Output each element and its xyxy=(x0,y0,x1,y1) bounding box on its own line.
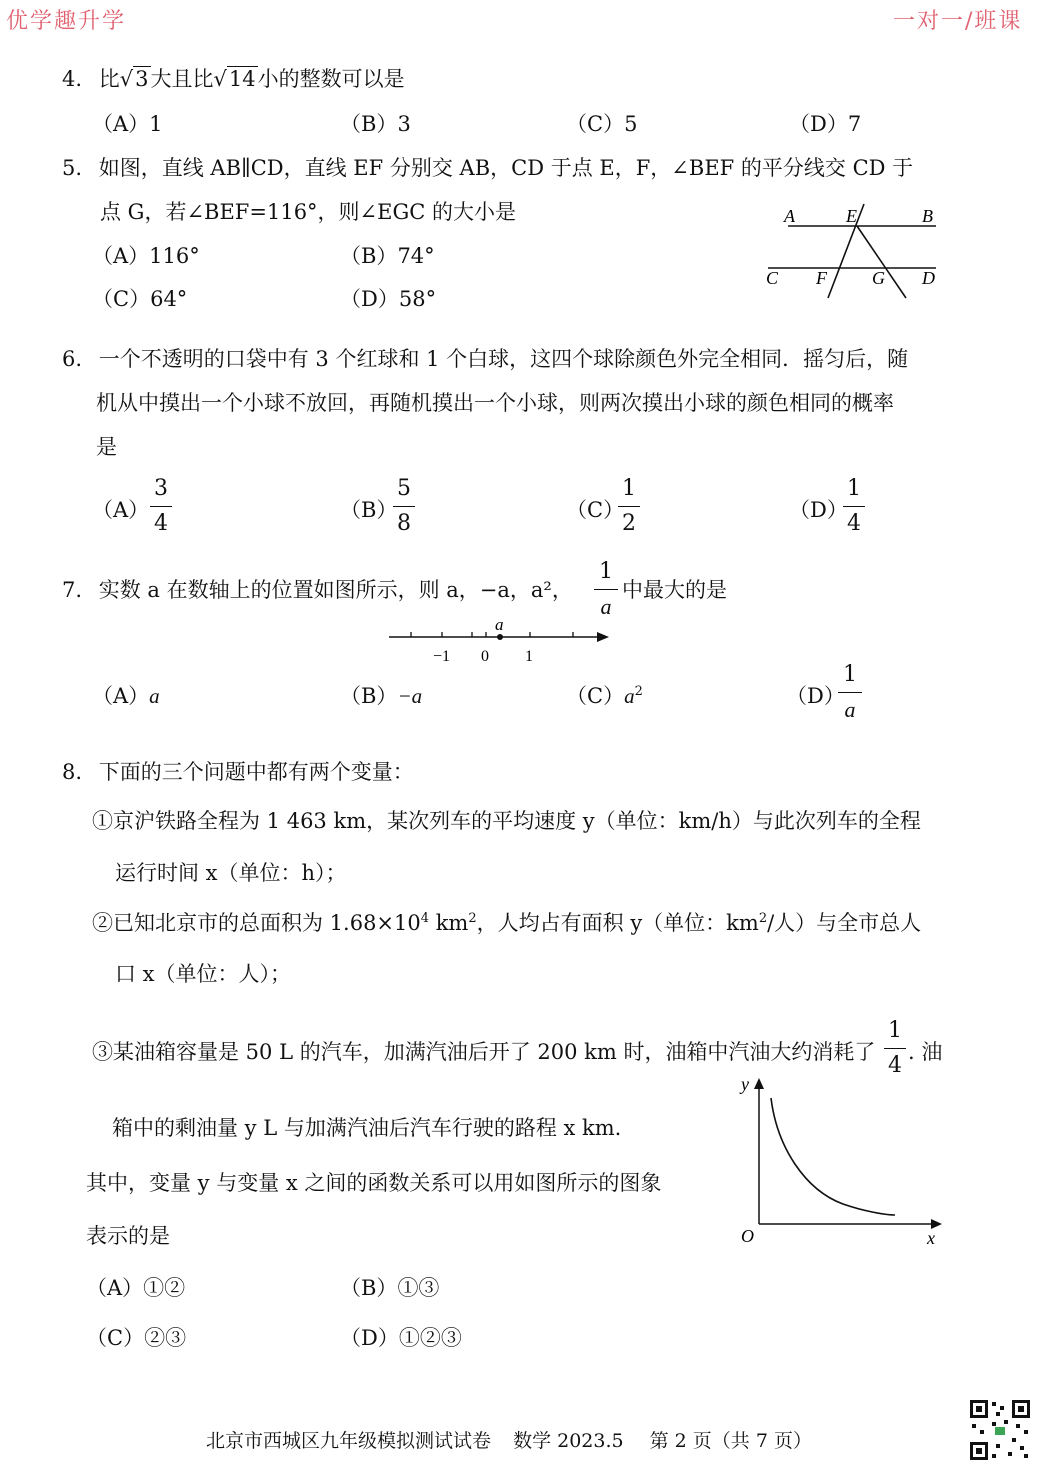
item-3-line-2: 箱中的剩油量 y L 与加满汽油后汽车行驶的路程 x km. xyxy=(112,1116,622,1140)
q6-option-b-fraction: 5 8 xyxy=(393,474,415,539)
q6-option-c-label: （C） xyxy=(566,498,625,522)
stem-text: 小的整数可以是 xyxy=(257,67,405,91)
label-a: A xyxy=(784,206,795,226)
label-g: G xyxy=(872,268,885,288)
item-1-line-1: ①京沪铁路全程为 1 463 km，某次列车的平均速度 y（单位：km/h）与此次列车的全程 xyxy=(92,809,921,833)
stem-text: 实数 a 在数轴上的位置如图所示，则 a，−a，a²， xyxy=(98,578,573,602)
sqrt-3: √3 xyxy=(119,67,149,91)
q5-option-d: （D）58° xyxy=(340,287,437,311)
tick-0-label: 0 xyxy=(481,648,489,665)
tick-1-label: 1 xyxy=(525,648,533,665)
stem-line-3: 是 xyxy=(96,435,117,459)
item-2-line-2: 口 x（单位：人）； xyxy=(115,962,292,986)
qr-code-icon xyxy=(968,1398,1032,1462)
question-6 xyxy=(62,343,908,373)
label-d: D xyxy=(922,268,935,288)
stem-line-2: 点 G，若∠BEF=116°，则∠EGC 的大小是 xyxy=(100,200,517,224)
question-number: 8. xyxy=(62,760,83,784)
q5-option-c: （C）64° xyxy=(92,287,188,311)
stem-text-post: 中最大的是 xyxy=(622,578,727,602)
q6-option-c-fraction: 1 2 xyxy=(618,474,640,539)
label-c: C xyxy=(766,268,779,288)
hyperbola-curve xyxy=(771,1098,895,1215)
q4-option-d: （D）7 xyxy=(789,112,862,136)
conclusion-line-2: 表示的是 xyxy=(86,1224,170,1248)
q7-option-c: $(C)a^2$ xyxy=(566,684,643,708)
stem-line-2: 机从中摸出一个小球不放回，再随机摸出一个小球，则两次摸出小球的颜色相同的概率 xyxy=(96,391,894,415)
point-a xyxy=(497,634,503,640)
conclusion-line-1: 其中，变量 y 与变量 x 之间的函数关系可以用如图所示的图象 xyxy=(86,1171,662,1195)
q4-option-c: （C）5 xyxy=(566,112,638,136)
parallel-lines-figure xyxy=(760,200,950,305)
item-3-line-1-post: . 油 xyxy=(908,1040,943,1064)
q6-option-a-label: （A） xyxy=(92,498,150,522)
stem-text: 大且比 xyxy=(150,67,214,91)
axis-arrow xyxy=(597,632,609,642)
y-axis-arrow xyxy=(754,1078,764,1089)
inverse-function-graph xyxy=(735,1072,945,1247)
q8-option-b: （B）①③ xyxy=(340,1276,440,1300)
label-b: B xyxy=(922,206,933,226)
q4-option-b: （B）3 xyxy=(340,112,411,136)
origin-label: O xyxy=(741,1226,754,1246)
q5-option-a: （A）116° xyxy=(92,244,200,268)
stem-line-1: 如图，直线 AB∥CD，直线 EF 分别交 AB，CD 于点 E，F，∠BEF 的平分线交 CD 于 xyxy=(98,156,914,180)
q8-option-d: （D）①②③ xyxy=(340,1326,462,1350)
label-e: E xyxy=(846,206,857,226)
q7-option-d-fraction: 1 a xyxy=(838,660,862,725)
intro-text: 下面的三个问题中都有两个变量： xyxy=(98,760,414,784)
question-number: 6. xyxy=(62,347,83,371)
q7-option-a: （A）a xyxy=(92,684,160,708)
item-3-fraction: 1 4 xyxy=(884,1016,906,1081)
q6-option-d-fraction: 1 4 xyxy=(843,474,865,539)
item-3-line-1: ③某油箱容量是 50 L 的汽车，加满汽油后开了 200 km 时，油箱中汽油大约消耗了 xyxy=(92,1040,876,1064)
item-1-line-2: 运行时间 x（单位：h）； xyxy=(115,861,347,885)
tick-neg1-label: −1 xyxy=(433,648,451,665)
stem-text: 比 xyxy=(98,67,120,91)
number-line xyxy=(385,615,615,667)
q4-option-a: （A）1 xyxy=(92,112,163,136)
q8-option-a: （A）①② xyxy=(86,1276,186,1300)
footer xyxy=(206,1426,812,1453)
q8-option-c: （C）②③ xyxy=(86,1326,187,1350)
q6-option-b-label: （B） xyxy=(340,498,398,522)
stem-line-1: 一个不透明的口袋中有 3 个红球和 1 个白球，这四个球除颜色外完全相同．摇匀后，随 xyxy=(98,347,909,371)
question-number: 5. xyxy=(62,156,83,180)
x-axis-label: x xyxy=(927,1228,935,1247)
point-a-label: a xyxy=(495,615,504,634)
question-7 xyxy=(62,574,573,604)
q6-option-d-label: （D） xyxy=(789,498,848,522)
footer-page: 第 2 页（共 7 页） xyxy=(649,1430,812,1452)
question-number: 4. xyxy=(62,67,83,91)
y-axis-label: y xyxy=(741,1074,749,1094)
sqrt-14: √14 xyxy=(213,67,256,91)
q5-option-b: （B）74° xyxy=(340,244,435,268)
footer-subject-date: 数学 2023.5 xyxy=(513,1430,624,1452)
question-number: 7. xyxy=(62,578,83,602)
q7-option-d-label: （D） xyxy=(786,684,845,708)
q6-option-a-fraction: 3 4 xyxy=(150,474,172,539)
q7-stem-fraction: 1 a xyxy=(594,557,618,622)
question-4 xyxy=(62,63,405,93)
q7-option-b: （B）−a xyxy=(340,684,423,708)
item-2-line-1: ②已知北京市的总面积为 $1.68\times 10^4$ $km^2$，人均占有面积 y（单位：$km^2/$人）与全市总人 xyxy=(92,911,922,935)
label-f: F xyxy=(816,268,827,288)
header-tag: 一对一/班课 xyxy=(893,9,1023,34)
question-5 xyxy=(62,152,913,182)
question-8 xyxy=(62,756,414,786)
footer-exam: 北京市西城区九年级模拟测试试卷 xyxy=(206,1430,492,1452)
header-brand: 优学趣升学 xyxy=(6,9,127,34)
